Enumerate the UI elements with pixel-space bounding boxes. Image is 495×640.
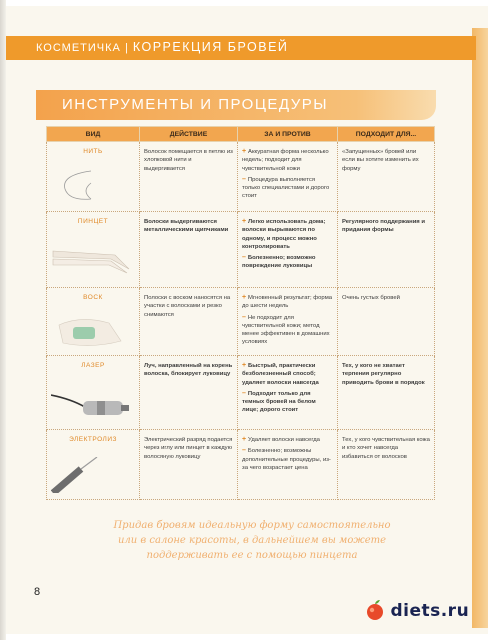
kind-label: ВОСК: [83, 294, 103, 301]
cons-text: Процедура выполняется только специалистами и дорого стоит: [242, 176, 330, 200]
table-title: ИНСТРУМЕНТЫ И ПРОЦЕДУРЫ: [62, 96, 329, 113]
cons-line: [242, 314, 333, 347]
laser-device-icon: [51, 387, 131, 423]
plus-sign: +: [242, 436, 249, 443]
suits-cell: [338, 212, 435, 288]
plus-sign: +: [242, 218, 249, 225]
suits-cell: [338, 288, 435, 356]
kind-cell: [47, 430, 140, 500]
suits-cell: [338, 430, 435, 500]
cons-text: Подходит только для темных бровей на белом лице; дорого стоит: [242, 390, 316, 414]
pros-text: Быстрый, практически безболезненный способ; удаляет волоски навсегда: [242, 363, 319, 386]
suits-text: Тех, у кого чувствительная кожа и кто хочет навсегда избавиться от волосков: [342, 437, 430, 460]
cons-line: [242, 447, 333, 472]
table-row: [47, 212, 435, 288]
cons-line: [242, 176, 333, 201]
pros-text: Мгновенный результат; форма до шести недель: [242, 295, 333, 310]
kind-cell: [47, 212, 140, 288]
electrolysis-needle-icon: [51, 457, 131, 493]
tweezers-icon: [51, 245, 131, 281]
suits-cell: [338, 356, 435, 430]
table-header-row: [47, 127, 435, 142]
pros-text: Аккуратная форма несколько недель; подходит для чувствительной кожи: [242, 149, 329, 172]
page-number: 8: [34, 586, 41, 598]
pros-cons-cell: [238, 430, 338, 500]
kind-illustration: [51, 245, 135, 281]
cons-text: Болезненно; возможны дополнительные процедуры, из-за чего возрастает цена: [242, 448, 331, 471]
caption-text: Придав бровям идеальную форму самостоятельно или в салоне красоты, в дальнейшем вы можете поддерживать ее с помощью пинцета: [113, 520, 391, 561]
cons-text: Болезненно; возможно повреждение луковицы: [242, 255, 316, 270]
cons-text: Не подходит для чувствительной кожи; метод менее эффективен в домашних условиях: [242, 314, 330, 346]
apple-logo-icon: [364, 599, 386, 621]
action-text: Волоски выдергиваются металлическими щипчиками: [144, 219, 229, 234]
wax-strip-icon: [51, 313, 131, 349]
action-cell: [140, 356, 238, 430]
column-header: ЗА И ПРОТИВ: [238, 127, 338, 142]
pros-cons-cell: [238, 288, 338, 356]
pros-line: [242, 218, 333, 251]
action-text: Электрический разряд подается через иглу или пинцет в каждую волосяную луковицу: [144, 437, 233, 460]
kind-label: НИТЬ: [83, 148, 103, 155]
plus-sign: +: [242, 294, 249, 301]
kind-label: ЭЛЕКТРОЛИЗ: [69, 436, 117, 443]
table-row: [47, 430, 435, 500]
cons-line: [242, 390, 333, 415]
pros-line: [242, 294, 333, 311]
action-text: Луч, направленный на корень волоска, блокирует луковицу: [144, 363, 233, 378]
action-cell: [140, 142, 238, 212]
cons-line: [242, 254, 333, 271]
pros-cons-cell: [238, 356, 338, 430]
page-fold-shadow: [0, 0, 6, 640]
action-text: Волосок помещается в петлю из хлопковой нити и выдергивается: [144, 149, 233, 172]
kind-illustration: [51, 387, 135, 423]
pros-cons-cell: [238, 142, 338, 212]
kind-illustration: [51, 313, 135, 349]
action-cell: [140, 212, 238, 288]
minus-sign: –: [242, 175, 248, 183]
minus-sign: –: [242, 389, 248, 397]
pros-line: [242, 362, 333, 387]
suits-text: Регулярного поддержания и придания формы: [342, 219, 426, 234]
kind-label: ПИНЦЕТ: [77, 218, 109, 225]
kind-cell: [47, 288, 140, 356]
watermark-text: diets.ru: [390, 601, 470, 621]
pros-line: [242, 436, 333, 444]
suits-text: «Запущенных» бровей или если вы хотите изменить их форму: [342, 149, 419, 172]
plus-sign: +: [242, 148, 249, 155]
table-row: [47, 288, 435, 356]
column-header: ВИД: [47, 127, 140, 142]
action-cell: [140, 430, 238, 500]
suits-text: Тех, у кого не хватает терпения регулярно приводить брови в порядок: [342, 363, 425, 386]
suits-text: Очень густых бровей: [342, 295, 400, 301]
action-text: Полоски с воском наносятся на участки с волосками и резко снимаются: [144, 295, 231, 318]
pros-line: [242, 148, 333, 173]
column-header: ДЕЙСТВИЕ: [140, 127, 238, 142]
suits-cell: [338, 142, 435, 212]
kind-illustration: [51, 457, 135, 493]
kind-illustration: [51, 169, 135, 205]
header-separator: |: [124, 42, 129, 54]
pros-cons-cell: [238, 212, 338, 288]
procedures-table: [46, 126, 435, 500]
pros-text: Удаляет волоски навсегда: [248, 437, 320, 443]
kind-label: ЛАЗЕР: [81, 362, 105, 369]
thread-icon: [51, 169, 131, 205]
kind-cell: [47, 356, 140, 430]
plus-sign: +: [242, 362, 249, 369]
kind-cell: [47, 142, 140, 212]
watermark-logo: [364, 599, 469, 621]
minus-sign: –: [242, 254, 248, 262]
minus-sign: –: [242, 313, 248, 321]
header-title: КОРРЕКЦИЯ БРОВЕЙ: [132, 40, 289, 54]
action-cell: [140, 288, 238, 356]
column-header: ПОДХОДИТ ДЛЯ...: [338, 127, 435, 142]
page-edge-stripe: [472, 28, 488, 628]
header-section: КОСМЕТИЧКА: [36, 42, 121, 54]
page-header: [36, 40, 288, 54]
pros-text: Легко использовать дома; волоски вырываются по одному, и процесс можно контролировать: [242, 219, 326, 250]
minus-sign: –: [242, 447, 248, 455]
table-row: [47, 142, 435, 212]
table-row: [47, 356, 435, 430]
